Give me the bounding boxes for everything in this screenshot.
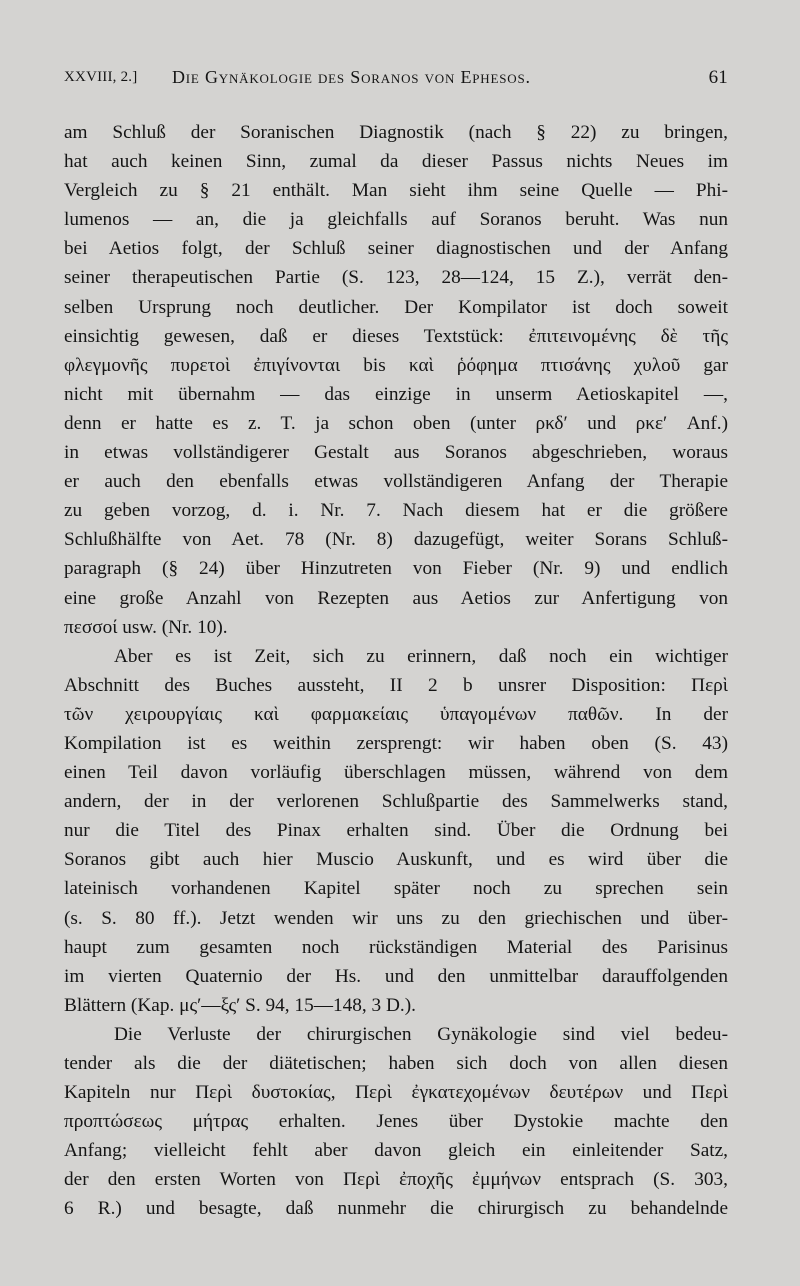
text-line: (s. S. 80 ff.). Jetzt wenden wir uns zu den griechischen und über- xyxy=(64,907,728,929)
text-line: Abschnitt des Buches aussteht, II 2 b unsrer Disposition: Περὶ xyxy=(64,674,728,696)
text-line: der den ersten Worten von Περὶ ἐποχῆς ἐμμήνων entsprach (S. 303, xyxy=(64,1169,728,1191)
text-line: einen Teil davon vorläufig überschlagen müssen, während von dem xyxy=(64,762,728,784)
running-header xyxy=(64,65,728,95)
text-line: selben Ursprung noch deutlicher. Der Kompilator ist doch soweit xyxy=(64,296,728,318)
text-line: τῶν χειρουργίαις καὶ φαρμακείαις ὑπαγομένων παθῶν. In der xyxy=(64,703,728,725)
text-line: Soranos gibt auch hier Muscio Auskunft, und es wird über die xyxy=(64,849,728,871)
text-line: Anfang; vielleicht fehlt aber davon gleich ein einleitender Satz, xyxy=(64,1140,728,1162)
text-line: er auch den ebenfalls etwas vollständigeren Anfang der Therapie xyxy=(64,471,728,493)
text-line: im vierten Quaternio der Hs. und den unmittelbar darauffolgenden xyxy=(64,965,728,987)
text-line: Kapiteln nur Περὶ δυστοκίας, Περὶ ἐγκατεχομένων δευτέρων und Περὶ xyxy=(64,1082,728,1104)
text-line: am Schluß der Soranischen Diagnostik (nach § 22) zu bringen, xyxy=(64,122,728,143)
text-line: paragraph (§ 24) über Hinzutreten von Fieber (Nr. 9) und endlich xyxy=(64,558,728,580)
header-title: Die Gynäkologie des Soranos von Ephesos. xyxy=(172,67,531,87)
text-line: tender als die der diätetischen; haben sich doch von allen diesen xyxy=(64,1053,728,1074)
text-line: haupt zum gesamten noch rückständigen Material des Parisinus xyxy=(64,936,728,958)
text-line: πεσσοί usw. (Nr. 10). xyxy=(64,616,228,638)
text-line: Blättern (Kap. μς′—ξς′ S. 94, 15—148, 3 D.). xyxy=(64,994,416,1016)
text-line: einsichtig gewesen, daß er dieses Textstück: ἐπιτεινομένης δὲ τῆς xyxy=(64,325,728,347)
page-number: 61 xyxy=(708,67,728,88)
text-line: lateinisch vorhandenen Kapitel später noch zu sprechen sein xyxy=(64,878,728,900)
text-line: Die Verluste der chirurgischen Gynäkologie sind viel bedeu- xyxy=(114,1023,728,1045)
text-line: Aber es ist Zeit, sich zu erinnern, daß noch ein wichtiger xyxy=(114,645,728,667)
text-line: zu geben vorzog, d. i. Nr. 7. Nach diesem hat er die größere xyxy=(64,500,728,522)
text-line: andern, der in der verlorenen Schlußpartie des Sammelwerks stand, xyxy=(64,791,728,813)
text-line: Vergleich zu § 21 enthält. Man sieht ihm seine Quelle — Phi- xyxy=(64,180,728,202)
text-line: 6 R.) und besagte, daß nunmehr die chirurgisch zu behandelnde xyxy=(64,1198,728,1220)
header-section-ref: XXVIII, 2.] xyxy=(64,69,138,85)
text-line: in etwas vollständigerer Gestalt aus Soranos abgeschrieben, woraus xyxy=(64,442,728,464)
body-text xyxy=(64,118,728,1224)
text-line: hat auch keinen Sinn, zumal da dieser Passus nichts Neues im xyxy=(64,151,728,173)
text-line: nicht mit übernahm — das einzige in unserm Aetioskapitel —, xyxy=(64,383,728,405)
text-line: nur die Titel des Pinax erhalten sind. Über die Ordnung bei xyxy=(64,820,728,842)
text-line: φλεγμονῆς πυρετοὶ ἐπιγίνονται bis καὶ ῥόφημα πτισάνης χυλοῦ gar xyxy=(64,354,728,376)
text-line: bei Aetios folgt, der Schluß seiner diagnostischen und der Anfang xyxy=(64,238,728,260)
text-line: Schlußhälfte von Aet. 78 (Nr. 8) dazugefügt, weiter Sorans Schluß- xyxy=(64,529,728,551)
text-line: eine große Anzahl von Rezepten aus Aetios zur Anfertigung von xyxy=(64,587,728,609)
text-line: Kompilation ist es weithin zersprengt: wir haben oben (S. 43) xyxy=(64,732,728,754)
text-line: seiner therapeutischen Partie (S. 123, 28—124, 15 Z.), verrät den- xyxy=(64,267,728,289)
text-line: lumenos — an, die ja gleichfalls auf Soranos beruht. Was nun xyxy=(64,209,728,231)
text-line: denn er hatte es z. T. ja schon oben (unter ρκδ′ und ρκε′ Anf.) xyxy=(64,412,728,434)
text-line: προπτώσεως μήτρας erhalten. Jenes über Dystokie machte den xyxy=(64,1111,728,1133)
